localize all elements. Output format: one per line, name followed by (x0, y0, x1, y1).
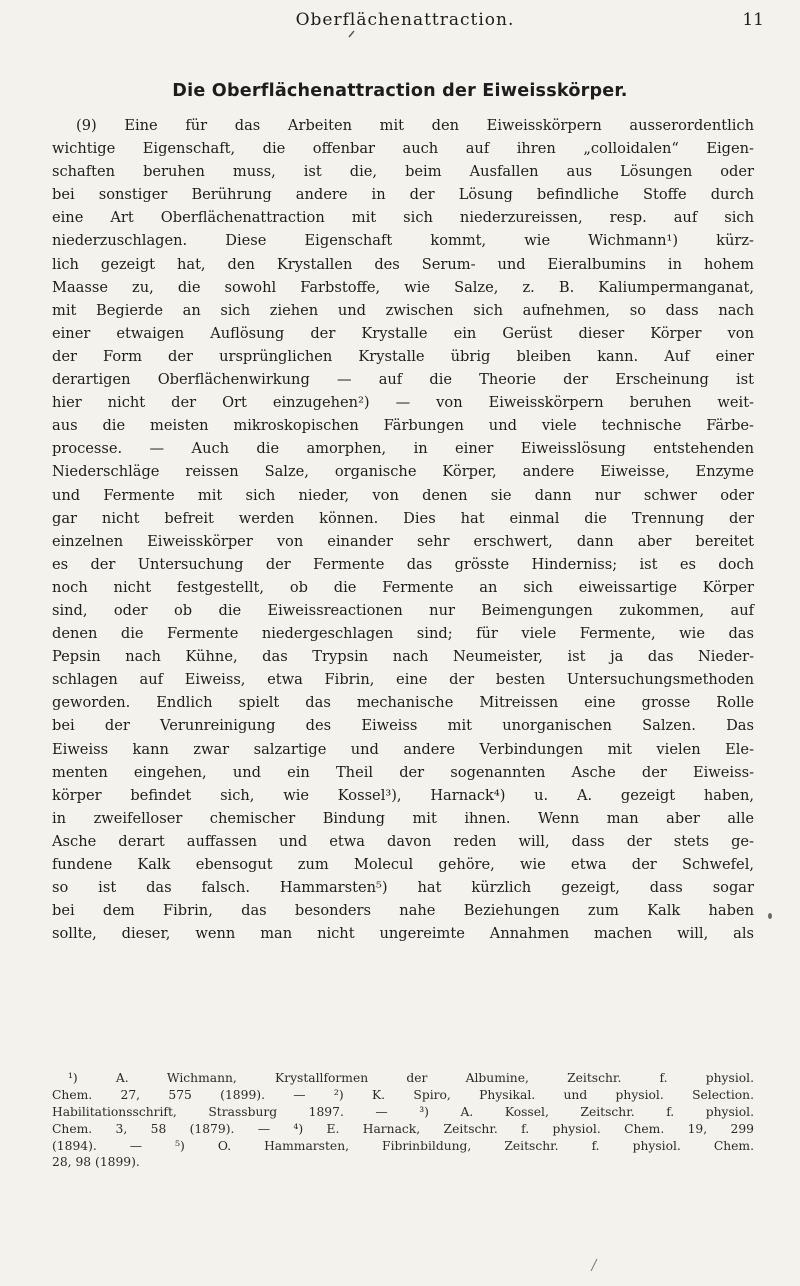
body-line: Maasse zu, die sowohl Farbstoffe, wie Salze, z. B. Kaliumpermanganat, (52, 278, 754, 296)
body-text (52, 114, 754, 945)
body-line: sollte, dieser, wenn man nicht ungereimte Annahmen machen will, als (52, 925, 754, 943)
stray-ink-mark (348, 30, 356, 38)
body-line: einzelnen Eiweisskörper von einander sehr erschwert, dann aber bereitet (52, 532, 754, 550)
footnotes (52, 1070, 754, 1171)
body-line: so ist das falsch. Hammarsten⁵) hat kürzlich gezeigt, dass sogar (52, 879, 754, 897)
margin-speck (768, 913, 772, 919)
footnote-line: (1894). — ⁵) O. Hammarsten, Fibrinbildung, Zeitschr. f. physiol. Chem. (52, 1138, 754, 1153)
stray-pencil-mark (590, 1258, 598, 1272)
body-line: der Form der ursprünglichen Krystalle übrig bleiben kann. Auf einer (52, 347, 754, 365)
body-line: denen die Fermente niedergeschlagen sind; für viele Fermente, wie das (52, 625, 754, 643)
footnote-line: ¹) A. Wichmann, Krystallformen der Albumine, Zeitschr. f. physiol. (68, 1071, 754, 1085)
running-head: Oberflächenattraction. (295, 10, 515, 30)
page-header (46, 10, 764, 36)
body-line: lich gezeigt hat, den Krystallen des Serum- und Eieralbumins in hohem (52, 255, 754, 273)
body-line: es der Untersuchung der Fermente das grösste Hinderniss; ist es doch (52, 555, 754, 573)
body-line: hier nicht der Ort einzugehen²) — von Eiweisskörpern beruhen weit- (52, 394, 754, 412)
body-line: noch nicht festgestellt, ob die Fermente an sich eiweissartige Körper (52, 578, 754, 596)
body-line: mit Begierde an sich ziehen und zwischen sich aufnehmen, so dass nach (52, 301, 754, 319)
body-line: Eiweiss kann zwar salzartige und andere Verbindungen mit vielen Ele- (52, 740, 754, 758)
body-line: fundene Kalk ebensogut zum Molecul gehöre, wie etwa der Schwefel, (52, 856, 754, 873)
section-title: Die Oberflächenattraction der Eiweisskörper. (172, 81, 628, 101)
body-line: Asche derart auffassen und etwa davon reden will, dass der stets ge- (52, 832, 754, 850)
body-line: gar nicht befreit werden können. Dies hat einmal die Trennung der (52, 509, 754, 527)
body-line: einer etwaigen Auflösung der Krystalle ein Gerüst dieser Körper von (52, 324, 754, 342)
body-line: körper befindet sich, wie Kossel³), Harnack⁴) u. A. gezeigt haben, (52, 786, 754, 804)
body-line: wichtige Eigenschaft, die offenbar auch auf ihren „colloidalen“ Eigen- (52, 140, 754, 158)
body-line: schaften beruhen muss, ist die, beim Ausfallen aus Lösungen oder (52, 163, 754, 181)
body-line: niederzuschlagen. Diese Eigenschaft kommt, wie Wichmann¹) kürz- (52, 232, 754, 250)
body-line: geworden. Endlich spielt das mechanische Mitreissen eine grosse Rolle (52, 694, 754, 712)
body-line: bei dem Fibrin, das besonders nahe Beziehungen zum Kalk haben (52, 902, 754, 920)
body-line: schlagen auf Eiweiss, etwa Fibrin, eine der besten Untersuchungsmethoden (52, 671, 754, 689)
body-line: sind, oder ob die Eiweissreactionen nur Beimengungen zukommen, auf (52, 601, 754, 619)
body-line: bei sonstiger Berührung andere in der Lösung befindliche Stoffe durch (52, 186, 754, 204)
footnote-line: Chem. 3, 58 (1879). — ⁴) E. Harnack, Zeitschr. f. physiol. Chem. 19, 299 (52, 1121, 754, 1136)
body-line: derartigen Oberflächenwirkung — auf die Theorie der Erscheinung ist (52, 371, 754, 389)
body-line: Niederschläge reissen Salze, organische Körper, andere Eiweisse, Enzyme (52, 463, 754, 481)
body-line: bei der Verunreinigung des Eiweiss mit unorganischen Salzen. Das (52, 717, 754, 735)
body-line: aus die meisten mikroskopischen Färbungen und viele technische Färbe- (52, 417, 754, 435)
body-line: eine Art Oberflächenattraction mit sich niederzureissen, resp. auf sich (52, 209, 754, 227)
body-line: und Fermente mit sich nieder, von denen sie dann nur schwer oder (52, 486, 754, 504)
footnote-line: Habilitationsschrift, Strassburg 1897. — ³) A. Kossel, Zeitschr. f. physiol. (52, 1104, 754, 1119)
body-line: processe. — Auch die amorphen, in einer Eiweisslösung entstehenden (52, 440, 754, 458)
body-line: (9) Eine für das Arbeiten mit den Eiweisskörpern ausserordentlich (76, 117, 754, 134)
footnote-line: Chem. 27, 575 (1899). — ²) K. Spiro, Physikal. und physiol. Selection. (52, 1087, 754, 1102)
body-line: in zweifelloser chemischer Bindung mit ihnen. Wenn man aber alle (52, 809, 754, 827)
body-line: menten eingehen, und ein Theil der sogenannten Asche der Eiweiss- (52, 763, 754, 781)
footnote-line: 28, 98 (1899). (52, 1155, 140, 1170)
page-number: 11 (742, 10, 764, 30)
body-line: Pepsin nach Kühne, das Trypsin nach Neumeister, ist ja das Nieder- (52, 648, 754, 666)
